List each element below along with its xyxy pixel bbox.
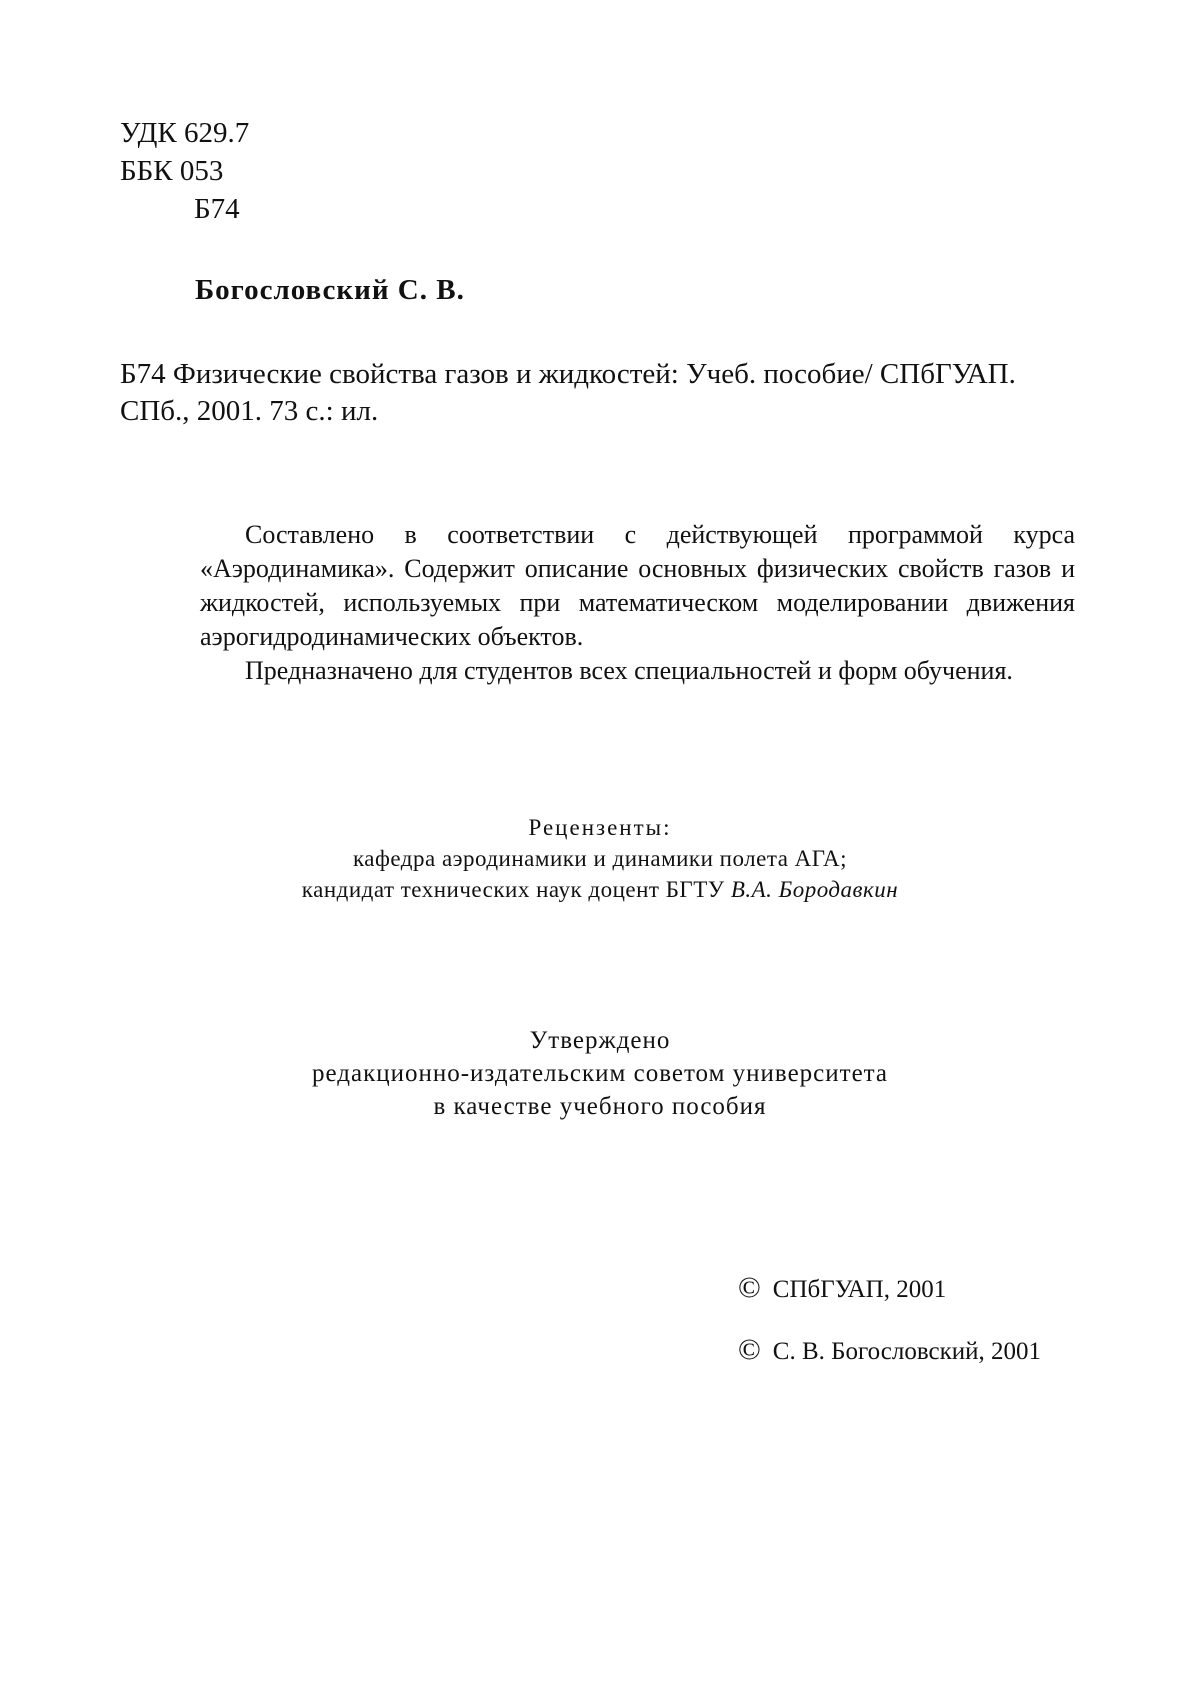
reviewer-person [0,874,1200,905]
author-name: Богословский С. В. [195,274,465,306]
reviewers-heading: Рецензенты: [528,815,672,840]
approval-block [0,1024,1200,1123]
copyright-author-text: С. В. Богословский, 2001 [772,1338,1041,1365]
abstract [200,518,1075,688]
approval-heading: Утверждено [529,1027,671,1054]
abstract-description: Составлено в соответствии с действующей программой курса «Аэродинамика». Содержит описание основных физических свойств газов и жидкостей, используемых при математическом моделировании движения аэрогидродинамических объектов. [200,520,1075,651]
author-code: Б74 [194,193,240,225]
approval-status: в качестве учебного пособия [433,1093,767,1120]
reviewer-name: В.А. Бородавкин [730,877,899,902]
reviewer-department: кафедра аэродинамики и динамики полета АГА; [352,846,848,871]
udk-line: УДК 629.7 [120,117,250,149]
reviewer-title: кандидат технических наук доцент БГТУ [301,877,731,902]
copyright-publisher-text: СПбГУАП, 2001 [772,1276,947,1303]
copyright-icon: © [738,1271,761,1304]
abstract-audience: Предназначено для студентов всех специальностей и форм обучения. [245,656,1013,685]
reviewers-block [0,812,1200,905]
copyright-publisher [738,1272,946,1306]
approval-council: редакционно-издательским советом университета [311,1060,888,1087]
bbk-line: ББК 053 [120,155,224,187]
copyright-author [738,1334,1041,1368]
bibliographic-line-2: СПб., 2001. 73 с.: ил. [120,395,379,427]
copyright-icon: © [738,1333,761,1366]
bibliographic-line-1: Б74 Физические свойства газов и жидкостей: Учеб. пособие/ СПбГУАП. [120,358,1016,390]
